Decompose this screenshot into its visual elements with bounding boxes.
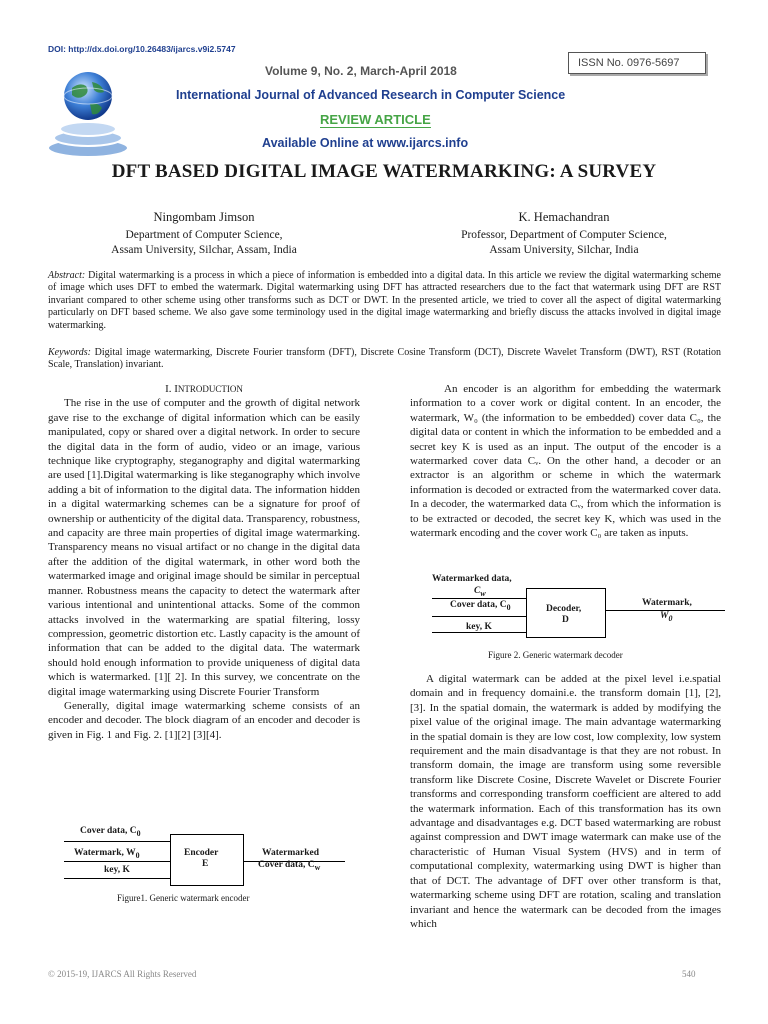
fig2-cover-label: Cover data, $C_0$ [450, 600, 511, 612]
paper-title: DFT BASED DIGITAL IMAGE WATERMARKING: A SURVEY [111, 161, 657, 182]
fig2-watermarked-symbol: $C_w$ [474, 586, 486, 598]
paragraph: The rise in the use of computer and the growth of digital network gave rise to the exchange of digital information which can be easily manipulated, copy or shared over a digital network. In order to secure the digital data in the form of audio, video or an image, various technique like cryptography, steganography and digital watermarking are used [1].Digital watermarking is like steganography which involve adding a bit of information to the digital data. The information hidden in a digital watermarking schemes can be a signature for proof of ownership or authenticity of the digital data. Transparency, robustness, and capacity are three main properties of digital image watermarking. Transparency means no visual artifact or no change in the digital data after the addition of the digital watermark, in other word both the watermarked image and original image should be similar in perceptual manner. Robustness means the capacity to detect the watermark after various intentional and unintentional attacks. Some of the common attacks involved in the watermarking are spatial filtering, lossy compression, geometric distortion etc. Lastly capacity is the amount of information that can be added to the digital data. The watermark should hold enough information to provide uniqueness of digital data which is watermarked. [1][ 2]. In this survey, we concentrate on the digital image watermarking using Discrete Fourier Transform [48, 397, 360, 698]
fig1-cover-label: Cover data, $C_0$ [80, 826, 141, 838]
decoder-symbol: D [562, 615, 569, 625]
issn-box: ISSN No. 0976-5697 [568, 52, 706, 74]
author-name: K. Hemachandran [518, 210, 610, 224]
footer-page-number: 540 [682, 969, 696, 979]
journal-name: International Journal of Advanced Research in Computer Science [176, 88, 566, 102]
article-type: REVIEW ARTICLE [320, 112, 431, 127]
paragraph: A digital watermark can be added at the pixel level i.e.spatial domain and in frequency domaini.e. the transform domain [1], [2], [3]. In the spatial domain, the watermark is added by modifying the pixel value of the original image. The main advantage watermarking in the spatial domain is they are low cost, low complexity, low system requirement and the main disadvantage is that they are not robust. In transform domain, the image are transform using some reversible transform like Discrete Cosine, Discrete Wavelet or Discrete Fourier transforms and corresponding transform coefficient are altered to add the watermark information. Each of this transformation has its own advantage and disadvantages e.g. DCT based watermarking are robust against compression and DWT image watermark can make use of the characteristic of Human Visual System (HVS) and in term of computational complexity, watermarking using DWT is higher than that of DCT. The advantage of DFT over other transform is that, watermarking scheme using DFT are rotation, scaling and translation invariant and hence the watermark can be decoded from the images which [410, 673, 721, 930]
paragraph: Generally, digital image watermarking scheme consists of an encoder and decoder. The block diagram of an encoder and decoder is given in Fig. 1 and Fig. 2. [1][2] [3][4]. [48, 699, 360, 741]
section-heading: I. INTRODUCTION [165, 383, 243, 395]
encoder-label: Encoder [184, 848, 219, 858]
footer-copyright: © 2015-19, IJARCS All Rights Reserved [48, 969, 197, 979]
fig2-watermarked-label: Watermarked data, [432, 574, 512, 584]
author-2 [414, 210, 714, 258]
figure-1-diagram [64, 826, 364, 886]
right-column-bottom [410, 672, 721, 931]
author-affiliation: Professor, Department of Computer Science, [461, 229, 667, 241]
fig1-output-sub-label: Cover data, $C_w$ [258, 860, 321, 872]
author-name: Ningombam Jimson [153, 210, 255, 224]
paragraph: An encoder is an algorithm for embedding the watermark information to a cover work or digital content. In an encoder, the watermark, W₀ (the information to be embedded) cover data C₀, the digital data or content in which the information to be embedded and a secret key K is used as an input. The output of the encoder is a watermarked cover data Cᵥ. On the other hand, a decoder or an extractor is an algorithm or scheme in which the watermark information is decoded or extracted from the watermarked cover data. In a decoder, the watermarked data Cᵥ, from which the information is to be extracted or decoded, the secret key K, which was used in the watermark encoding and the cover work C₀ are taken as inputs. [410, 383, 721, 540]
fig1-output-label: Watermarked [262, 848, 319, 858]
right-column-top [410, 382, 721, 540]
keywords-label: Keywords: [48, 347, 91, 358]
abstract-label: Abstract: [48, 270, 86, 281]
figure-1-caption: Figure1. Generic watermark encoder [117, 893, 250, 903]
author-affiliation: Assam University, Silchar, India [489, 244, 639, 256]
keywords-text: Digital image watermarking, Discrete Fourier transform (DFT), Discrete Cosine Transform (DCT), Discrete Wavelet Transform (DWT), RST (Rotation Scale, Translation) invariant. [48, 347, 721, 371]
author-affiliation: Department of Computer Science, [125, 229, 283, 241]
volume-issue: Volume 9, No. 2, March-April 2018 [265, 64, 457, 78]
fig1-key-label: key, K [104, 865, 130, 875]
decoder-label: Decoder, [546, 604, 582, 614]
doi-link[interactable]: DOI: http://dx.doi.org/10.26483/ijarcs.v9i2.5747 [48, 44, 236, 54]
abstract-text: Digital watermarking is a process in which a piece of information is embedded into a digital data. In this article we review the digital watermarking scheme of image which uses DFT to embed the watermark. Digital watermarking using DFT has attracted researchers due to the fact that watermark using DFT are RST invariant compared to other scheme using other transforms such as DCT or DWT. In the presented article, we tried to cover all the aspect of digital watermarking particularly on DFT based scheme. We also gave some terminology used in the digital image watermarking and briefly discuss the attacks involved in digital image watermarking. [48, 270, 721, 331]
figure-2-diagram [432, 572, 732, 636]
author-1 [54, 210, 354, 258]
fig2-output-symbol: $W_0$ [660, 611, 673, 623]
journal-logo-icon [44, 64, 156, 158]
available-online[interactable]: Available Online at www.ijarcs.info [262, 136, 469, 150]
fig2-output-label: Watermark, [642, 598, 692, 608]
fig2-key-label: key, K [466, 622, 492, 632]
encoder-symbol: E [202, 859, 209, 869]
author-affiliation: Assam University, Silchar, Assam, India [111, 244, 297, 256]
figure-2-caption: Figure 2. Generic watermark decoder [488, 650, 623, 660]
abstract [48, 270, 721, 332]
keywords [48, 347, 721, 372]
left-column [48, 382, 360, 742]
fig1-watermark-label: Watermark, $W_0$ [74, 848, 140, 860]
